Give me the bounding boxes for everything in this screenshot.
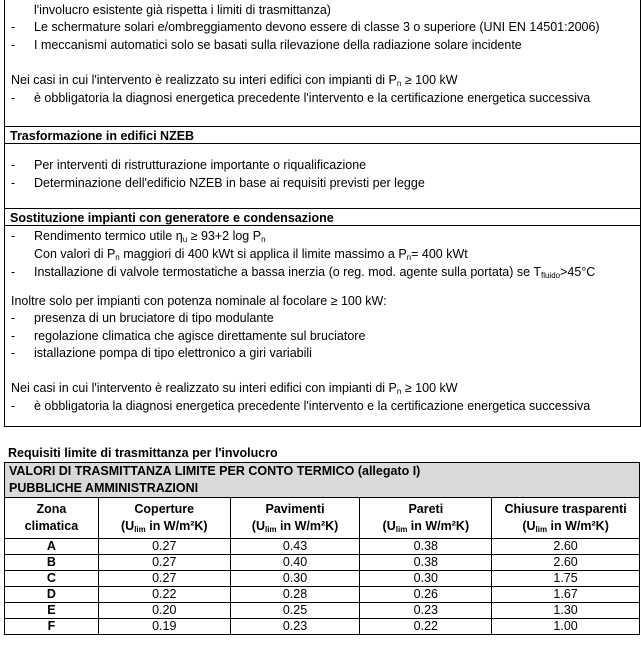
list-item-continuation: Con valori di $P_n$ maggiori di 400 kWt si applica il limite massimo a $P_n= 400$ kWt: [34, 247, 468, 262]
list-item: - Le schermature solari e/ombreggiamento devono essere di classe 3 o superiore (UNI EN 14501:2006): [11, 20, 600, 34]
column-header-pavimenti: Pavimenti ($U_{lim}$ in W/m²K): [230, 498, 360, 539]
list-item: - istallazione pompa di tipo elettronico a giri variabili: [11, 346, 312, 360]
column-header-pareti: Pareti ($U_{lim}$ in W/m²K): [360, 498, 492, 539]
table-row: E 0.20 0.25 0.23 1.30: [5, 603, 640, 619]
transmittance-table: [4, 462, 640, 635]
list-item: - regolazione climatica che agisce direttamente sul bruciatore: [11, 329, 366, 343]
note-line: Nei casi in cui l'intervento è realizzato su interi edifici con impianti di $P_n \ge 100$ kW: [11, 73, 458, 88]
table-row: B 0.27 0.40 0.38 2.60: [5, 555, 640, 571]
list-item: - è obbligatoria la diagnosi energetica precedente l'intervento e la certificazione energetica successiva: [11, 91, 591, 105]
list-item: - Rendimento termico utile $\eta_u \ge 93+2$ $\log P_n$: [11, 229, 266, 244]
list-item: - è obbligatoria la diagnosi energetica precedente l'intervento e la certificazione energetica successiva: [11, 399, 591, 413]
table-row: C 0.27 0.30 0.30 1.75: [5, 571, 640, 587]
column-header-chiusure: Chiusure trasparenti ($U_{lim}$ in W/m²K): [492, 498, 640, 539]
table-row: A 0.27 0.43 0.38 2.60: [5, 539, 640, 555]
list-item: - Determinazione dell'edificio NZEB in base ai requisiti previsti per legge: [11, 176, 425, 190]
list-item: - presenza di un bruciatore di tipo modulante: [11, 311, 274, 325]
section-heading-nzeb: Trasformazione in edifici NZEB: [5, 126, 640, 144]
table-title: VALORI DI TRASMITTANZA LIMITE PER CONTO TERMICO (allegato I) PUBBLICHE AMMINISTRAZIONI: [5, 463, 640, 498]
list-item: - Per interventi di ristrutturazione importante o riqualificazione: [11, 158, 367, 172]
table-caption: Requisiti limite di trasmittanza per l'involucro: [8, 446, 278, 460]
requirements-box: [4, 0, 641, 427]
section-heading-impianti: Sostituzione impianti con generatore e condensazione: [5, 208, 640, 226]
table-header-row: [5, 498, 640, 539]
intro-line: Inoltre solo per impianti con potenza nominale al focolare ≥ 100 kW:: [11, 294, 387, 308]
table-row: D 0.22 0.28 0.26 1.67: [5, 587, 640, 603]
continuation-line: l'involucro esistente già rispetta i limiti di trasmittanza): [34, 3, 331, 17]
table-row: F 0.19 0.23 0.22 1.00: [5, 619, 640, 635]
note-line: Nei casi in cui l'intervento è realizzato su interi edifici con impianti di $P_n \ge 100$ kW: [11, 381, 458, 396]
list-item: - Installazione di valvole termostatiche a bassa inerzia (o reg. mod. agente sulla portata) se $T_{fluido}>45^\circ C$: [11, 265, 596, 280]
column-header-zona: Zona climatica: [5, 498, 99, 539]
list-item: - I meccanismi automatici solo se basati sulla rilevazione della radiazione solare incidente: [11, 38, 522, 52]
column-header-coperture: Coperture ($U_{lim}$ in W/m²K): [98, 498, 230, 539]
